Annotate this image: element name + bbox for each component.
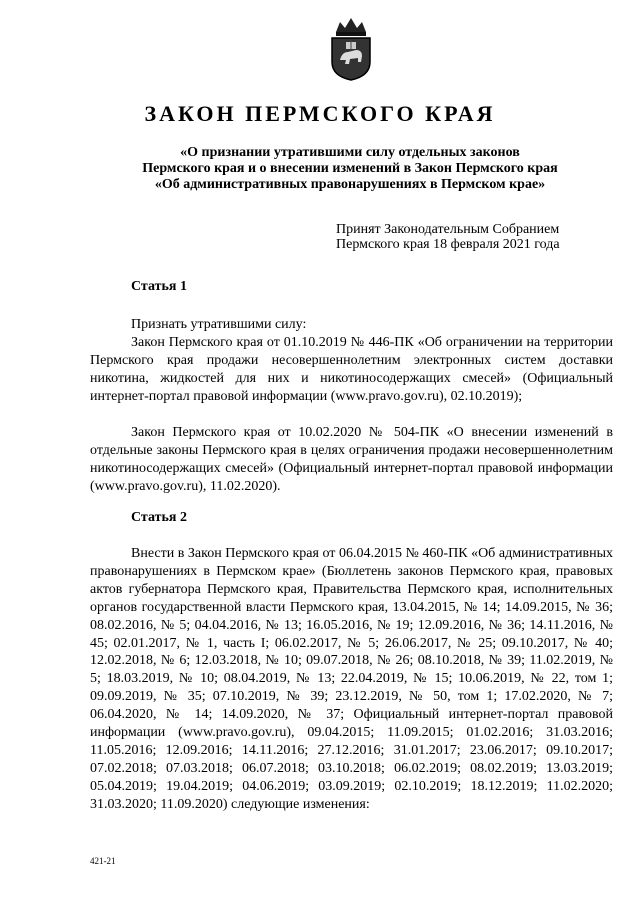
coat-of-arms-icon [328, 16, 374, 82]
document-code: 421-21 [90, 856, 116, 866]
subtitle-line: «Об административных правонарушениях в Пермском крае» [154, 177, 546, 192]
article-1-paragraph: Признать утратившими силу: [131, 317, 307, 332]
article-1-paragraph: Закон Пермского края от 10.02.2020 № 504-ПК «О внесении изменений в отдельные законы Пермского края в целях ограничения продажи несовершеннолетним никотиносодержащих смесей» (Официальный интернет-портал правовой информации (www.pravo.gov.ru), 11.02.2020). [90, 425, 613, 494]
article-1-heading: Статья 1 [131, 279, 187, 294]
article-1-paragraph: Закон Пермского края от 01.10.2019 № 446-ПК «Об ограничении на территории Пермского края продажи несовершеннолетним электронных систем доставки никотина, жидкостей для них и никотиносодержащих смесей» (Официальный интернет-портал правовой информации (www.pravo.gov.ru), 02.10.2019); [90, 335, 613, 404]
adoption-line: Принят Законодательным Собранием [336, 222, 560, 237]
law-subtitle [110, 145, 590, 193]
adoption-line: Пермского края 18 февраля 2021 года [336, 237, 560, 252]
subtitle-line: Пермского края и о внесении изменений в Закон Пермского края [142, 161, 558, 176]
law-title: ЗАКОН ПЕРМСКОГО КРАЯ [144, 101, 496, 126]
adoption-note [336, 222, 560, 252]
article-2-paragraph: Внести в Закон Пермского края от 06.04.2015 № 460-ПК «Об административных правонарушениях в Пермском крае» (Бюллетень законов Пермского края, правовых актов губернатора Пермского края, Правительства Пермского края, исполнительных органов государственной власти Пермского края, 13.04.2015, № 14; 14.09.2015, № 36; 08.02.2016, № 5; 04.04.2016, № 13; 16.05.2016, № 19; 12.09.2016, № 36; 14.11.2016, № 45; 02.01.2017, № 1, часть I; 06.02.2017, № 5; 26.06.2017, № 25; 09.10.2017, № 40; 12.02.2018, № 6; 12.03.2018, № 10; 09.07.2018, № 26; 08.10.2018, № 39; 11.02.2019, № 5; 18.03.2019, № 10; 08.04.2019, № 13; 22.04.2019, № 15; 10.06.2019, № 22, том 1; 09.09.2019, № 35; 07.10.2019, № 39; 23.12.2019, № 50, том 1; 17.02.2020, № 7; 06.04.2020, № 14; 14.09.2020, № 37; Официальный интернет-портал правовой информации (www.pravo.gov.ru), 09.04.2015; 11.09.2015; 01.02.2016; 31.03.2016; 11.05.2016; 12.09.2016; 14.11.2016; 27.12.2016; 31.01.2017; 23.06.2017; 09.10.2017; 07.02.2018; 07.03.2018; 06.07.2018; 03.10.2018; 06.02.2019; 08.02.2019; 13.03.2019; 05.04.2019; 19.04.2019; 04.06.2019; 03.09.2019; 02.10.2019; 18.12.2019; 11.02.2020; 31.03.2020; 11.09.2020) следующие изменения: [90, 546, 613, 812]
article-2-heading: Статья 2 [131, 510, 187, 525]
subtitle-line: «О признании утратившими силу отдельных законов [180, 145, 520, 160]
